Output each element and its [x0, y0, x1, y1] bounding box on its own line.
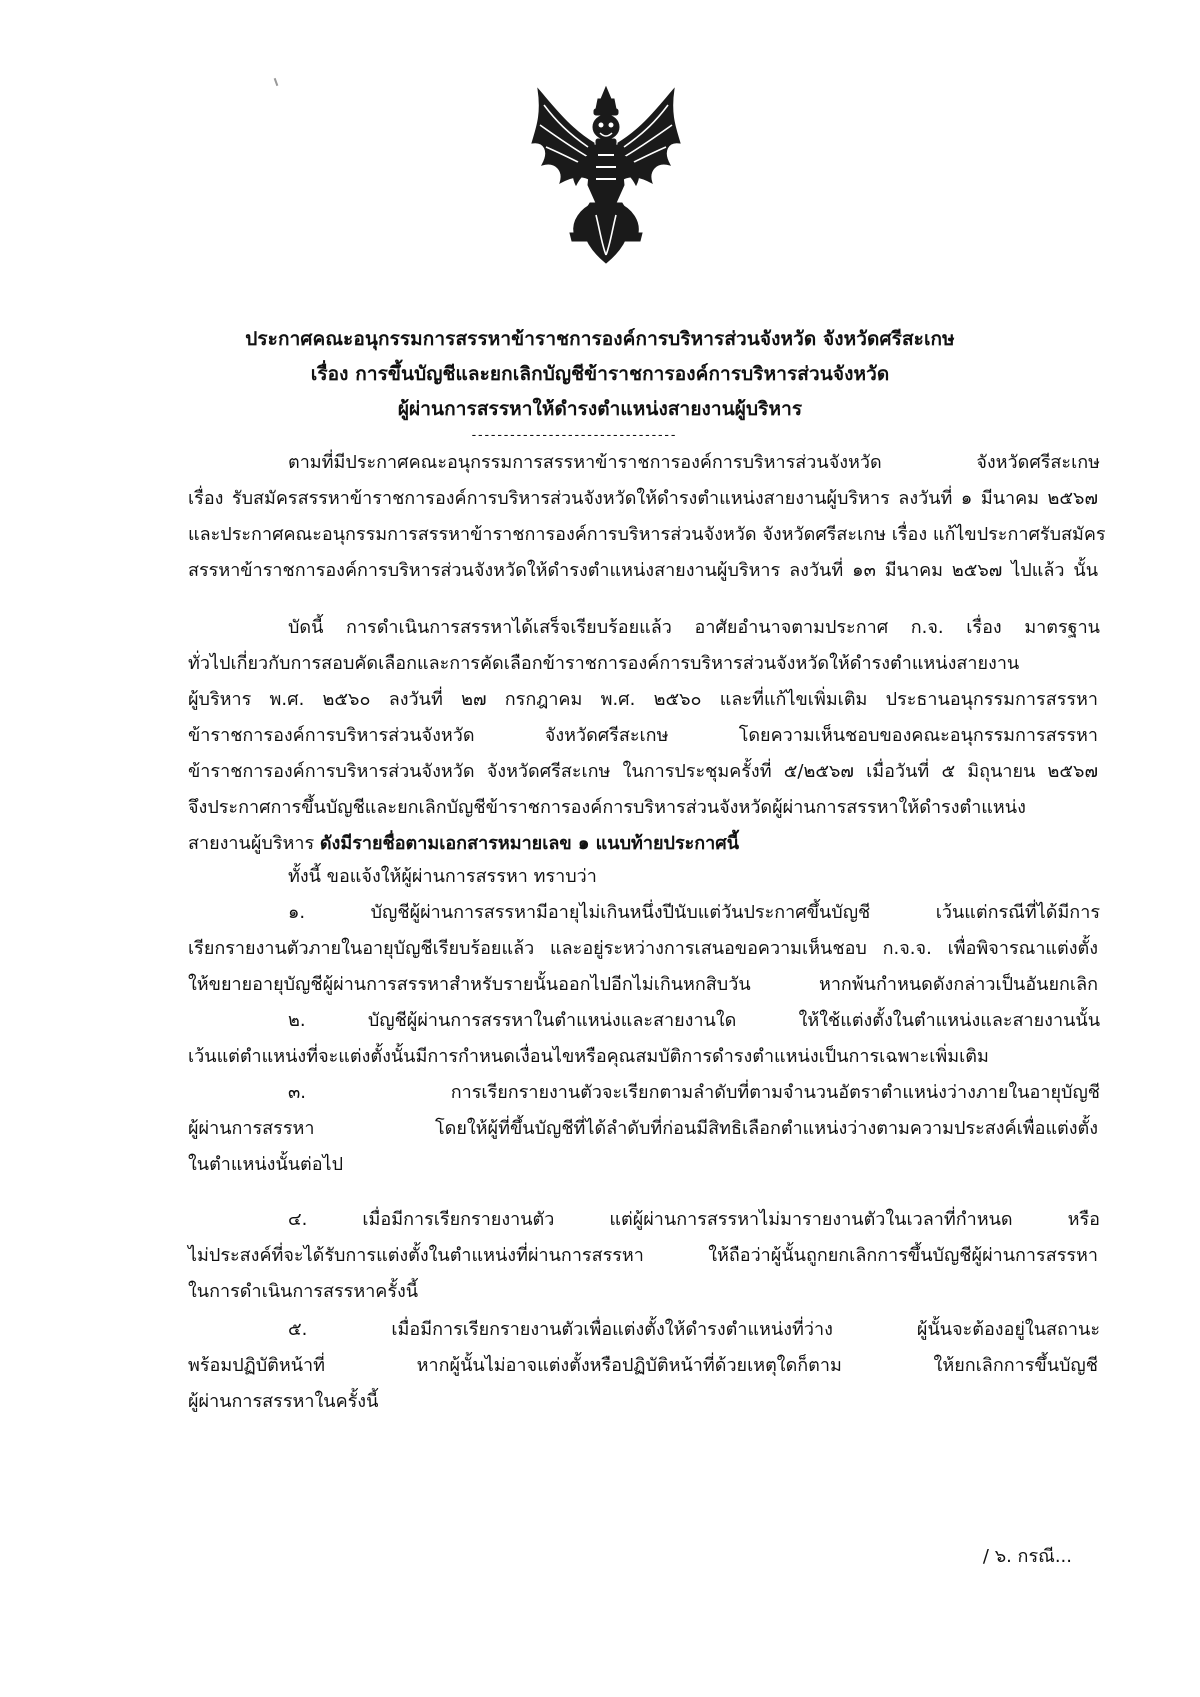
announcement-subject: เรื่อง การขึ้นบัญชีและยกเลิกบัญชีข้าราชการองค์การบริหารส่วนจังหวัด [310, 363, 890, 385]
list-item-line: ในการดำเนินการสรรหาครั้งนี้ [188, 1281, 419, 1302]
paragraph-line: จึงประกาศการขึ้นบัญชีและยกเลิกบัญชีข้าราชการองค์การบริหารส่วนจังหวัดผู้ผ่านการสรรหาให้ดำรงตำแหน่ง [188, 797, 1026, 818]
list-item-line: ๔. เมื่อมีการเรียกรายงานตัว แต่ผู้ผ่านการสรรหาไม่มารายงานตัวในเวลาที่กำหนด หรือ [288, 1209, 1100, 1230]
list-item-line: เว้นแต่ตำแหน่งที่จะแต่งตั้งนั้นมีการกำหนดเงื่อนไขหรือคุณสมบัติการดำรงตำแหน่งเป็นการเฉพาะเพิ่มเติม [188, 1046, 989, 1067]
list-item-line: ผู้ผ่านการสรรหา โดยให้ผู้ที่ขึ้นบัญชีที่ได้ลำดับที่ก่อนมีสิทธิเลือกตำแหน่งว่างตามความประสงค์เพื่อแต่งตั้ง [188, 1118, 1098, 1139]
scan-speck [274, 78, 279, 86]
paragraph-text: สายงานผู้บริหาร [188, 833, 315, 854]
paragraph-line: ข้าราชการองค์การบริหารส่วนจังหวัด จังหวัดศรีสะเกษ โดยความเห็นชอบของคณะอนุกรรมการสรรหา [188, 725, 1098, 746]
paragraph-line: สรรหาข้าราชการองค์การบริหารส่วนจังหวัดให้ดำรงตำแหน่งสายงานผู้บริหาร ลงวันที่ ๑๓ มีนาคม ๒๕๖๗ ไปแล้ว นั้น [188, 560, 1098, 581]
list-item-line: เรียกรายงานตัวภายในอายุบัญชีเรียบร้อยแล้ว และอยู่ระหว่างการเสนอขอความเห็นชอบ ก.จ.จ. เพื่อพิจารณาแต่งตั้ง [188, 938, 1098, 959]
list-item-line: ไม่ประสงค์ที่จะได้รับการแต่งตั้งในตำแหน่งที่ผ่านการสรรหา ให้ถือว่าผู้นั้นถูกยกเลิกการขึ้นบัญชีผู้ผ่านการสรรหา [188, 1245, 1098, 1266]
garuda-emblem [530, 85, 682, 265]
list-item-line: พร้อมปฏิบัติหน้าที่ หากผู้นั้นไม่อาจแต่งตั้งหรือปฏิบัติหน้าที่ด้วยเหตุใดก็ตาม ให้ยกเลิกการขึ้นบัญชี [188, 1355, 1098, 1376]
list-item-line: ๓. การเรียกรายงานตัวจะเรียกตามลำดับที่ตามจำนวนอัตราตำแหน่งว่างภายในอายุบัญชี [288, 1082, 1100, 1103]
paragraph-line: ตามที่มีประกาศคณะอนุกรรมการสรรหาข้าราชการองค์การบริหารส่วนจังหวัด จังหวัดศรีสะเกษ [288, 452, 1100, 473]
paragraph-line: บัดนี้ การดำเนินการสรรหาได้เสร็จเรียบร้อยแล้ว อาศัยอำนาจตามประกาศ ก.จ. เรื่อง มาตรฐาน [288, 617, 1100, 638]
notice-intro: ทั้งนี้ ขอแจ้งให้ผู้ผ่านการสรรหา ทราบว่า [288, 866, 597, 887]
announcement-subject-continued: ผู้ผ่านการสรรหาให้ดำรงตำแหน่งสายงานผู้บริหาร [397, 398, 803, 420]
paragraph-line: ข้าราชการองค์การบริหารส่วนจังหวัด จังหวัดศรีสะเกษ ในการประชุมครั้งที่ ๕/๒๕๖๗ เมื่อวันที่ ๕ มิถุนายน ๒๕๖๗ [188, 761, 1098, 782]
list-item-line: ๑. บัญชีผู้ผ่านการสรรหามีอายุไม่เกินหนึ่งปีนับแต่วันประกาศขึ้นบัญชี เว้นแต่กรณีที่ได้มีการ [288, 902, 1100, 923]
paragraph-line: เรื่อง รับสมัครสรรหาข้าราชการองค์การบริหารส่วนจังหวัดให้ดำรงตำแหน่งสายงานผู้บริหาร ลงวันที่ ๑ มีนาคม ๒๕๖๗ [188, 488, 1098, 509]
attachment-reference: ดังมีรายชื่อตามเอกสารหมายเลข ๑ แนบท้ายประกาศนี้ [319, 833, 740, 854]
paragraph-line-last [188, 829, 1098, 859]
paragraph-line: และประกาศคณะอนุกรรมการสรรหาข้าราชการองค์การบริหารส่วนจังหวัด จังหวัดศรีสะเกษ เรื่อง แก้ไขประกาศรับสมัคร [188, 524, 1106, 545]
list-item-line: ในตำแหน่งนั้นต่อไป [188, 1154, 344, 1175]
list-item-line: ๕. เมื่อมีการเรียกรายงานตัวเพื่อแต่งตั้งให้ดำรงตำแหน่งที่ว่าง ผู้นั้นจะต้องอยู่ในสถานะ [288, 1319, 1100, 1340]
list-item-line: ๒. บัญชีผู้ผ่านการสรรหาในตำแหน่งและสายงานใด ให้ใช้แต่งตั้งในตำแหน่งและสายงานนั้น [288, 1010, 1100, 1031]
announcement-title: ประกาศคณะอนุกรรมการสรรหาข้าราชการองค์การบริหารส่วนจังหวัด จังหวัดศรีสะเกษ [245, 328, 955, 350]
list-item-line: ผู้ผ่านการสรรหาในครั้งนี้ [188, 1391, 379, 1412]
list-item-line: ให้ขยายอายุบัญชีผู้ผ่านการสรรหาสำหรับรายนั้นออกไปอีกไม่เกินหกสิบวัน หากพ้นกำหนดดังกล่าวเป็นอันยกเลิก [188, 974, 1098, 995]
paragraph-line: ผู้บริหาร พ.ศ. ๒๕๖๐ ลงวันที่ ๒๗ กรกฎาคม พ.ศ. ๒๕๖๐ และที่แก้ไขเพิ่มเติม ประธานอนุกรรมการสรรหา [188, 689, 1098, 710]
paragraph-line: ทั่วไปเกี่ยวกับการสอบคัดเลือกและการคัดเลือกข้าราชการองค์การบริหารส่วนจังหวัดให้ดำรงตำแหน่งสายงาน [188, 653, 1020, 674]
separator-rule: -------------------------------- [470, 428, 676, 443]
continuation-note: / ๖. กรณี... [982, 1546, 1072, 1567]
